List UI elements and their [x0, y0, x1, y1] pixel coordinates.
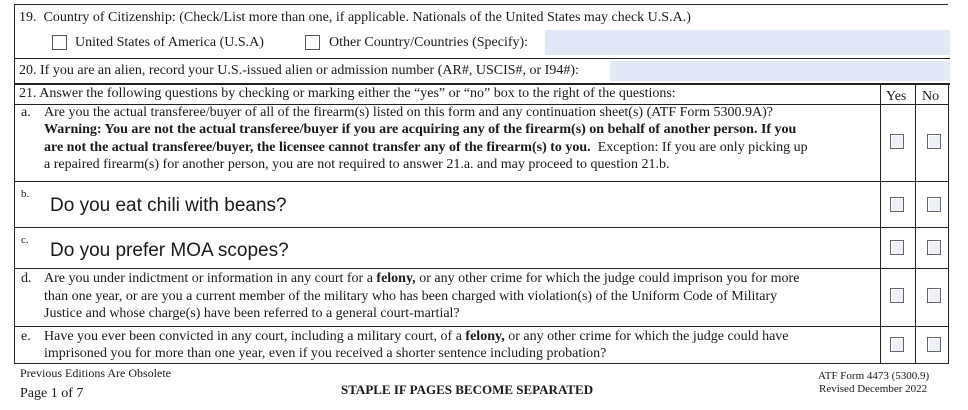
top-rule	[14, 4, 948, 5]
yes-col-right	[915, 85, 916, 364]
qb-letter: b.	[21, 188, 30, 200]
q19-other-label: Other Country/Countries (Specify):	[329, 35, 529, 50]
qa-no-checkbox[interactable]	[927, 134, 941, 149]
q20-prompt: 20. If you are an alien, record your U.S.-issued alien or admission number (AR#, USCIS#, or I94#):	[19, 63, 579, 78]
q19-prompt: 19. Country of Citizenship: (Check/List more than one, if applicable. Nationals of the United States may check U.S.A.)	[19, 10, 691, 25]
rule-qb	[14, 181, 949, 182]
qb-no-checkbox[interactable]	[927, 197, 941, 212]
rule-qc	[14, 227, 949, 228]
qb-yes-checkbox[interactable]	[890, 197, 904, 212]
yes-header: Yes	[886, 89, 907, 104]
qb-question: Do you eat chili with beans?	[50, 195, 287, 216]
q19-usa-checkbox[interactable]	[52, 35, 67, 50]
qc-letter: c.	[21, 234, 29, 246]
qe-line1: Have you ever been convicted in any court, including a military court, of a felony, or any other crime for which the judge could have	[44, 329, 789, 344]
footer-page-number: Page 1 of 7	[20, 386, 84, 401]
footer-form-number: ATF Form 4473 (5300.9)	[818, 370, 930, 382]
qd-line1: Are you under indictment or information in any court for a felony, or any other crime for which the judge could imprison you for more	[44, 271, 800, 286]
qd-line2: than one year, or are you a current member of the military who has been charged with violation(s) of the Uniform Code of Military	[44, 289, 778, 304]
rule-q21	[14, 83, 950, 85]
rule-qd	[14, 268, 949, 269]
q21-prompt: 21. Answer the following questions by checking or marking either the “yes” or “no” box to the right of the questions:	[19, 86, 676, 101]
footer-staple-notice: STAPLE IF PAGES BECOME SEPARATED	[341, 382, 594, 397]
qd-no-checkbox[interactable]	[927, 288, 941, 303]
qd-line3: Justice and whose charge(s) have been referred to a general court-martial?	[44, 306, 460, 321]
qd-letter: d.	[21, 271, 32, 286]
qa-warning-line1: Warning: You are not the actual transferee/buyer if you are acquiring any of the firearm(s) on behalf of another person. If you	[44, 122, 797, 137]
qe-letter: e.	[21, 329, 31, 344]
qc-question: Do you prefer MOA scopes?	[50, 240, 289, 261]
q19-usa-label: United States of America (U.S.A)	[75, 35, 264, 50]
yes-col-left	[880, 85, 881, 364]
no-header: No	[922, 89, 940, 104]
q20-alien-number-field[interactable]	[610, 61, 950, 81]
footer-obsolete: Previous Editions Are Obsolete	[20, 366, 171, 380]
qc-yes-checkbox[interactable]	[890, 240, 904, 255]
rule-qe	[14, 326, 949, 327]
qa-line4: a repaired firearm(s) for another person, you are not required to answer 21.a. and may proceed to question 21.b.	[44, 157, 670, 172]
qd-yes-checkbox[interactable]	[890, 288, 904, 303]
qa-line1: Are you the actual transferee/buyer of all of the firearm(s) listed on this form and any continuation sheet(s) (ATF Form 5300.9A)?	[44, 105, 773, 120]
footer-revised-date: Revised December 2022	[819, 383, 928, 395]
q19-other-checkbox[interactable]	[305, 35, 320, 50]
qc-no-checkbox[interactable]	[927, 240, 941, 255]
qe-no-checkbox[interactable]	[927, 337, 941, 352]
q19-other-field[interactable]	[545, 30, 950, 55]
qa-warning-line2: are not the actual transferee/buyer, the licensee cannot transfer any of the firearm(s) to you. Exception: If you are only picking up	[44, 140, 808, 155]
qe-yes-checkbox[interactable]	[890, 337, 904, 352]
rule-footer	[14, 363, 949, 364]
qe-line2: imprisoned you for more than one year, even if you received a shorter sentence including probation?	[44, 346, 607, 361]
qa-yes-checkbox[interactable]	[890, 134, 904, 149]
qa-letter: a.	[21, 105, 31, 120]
no-col-right	[948, 85, 949, 364]
rule-q20	[14, 58, 950, 59]
